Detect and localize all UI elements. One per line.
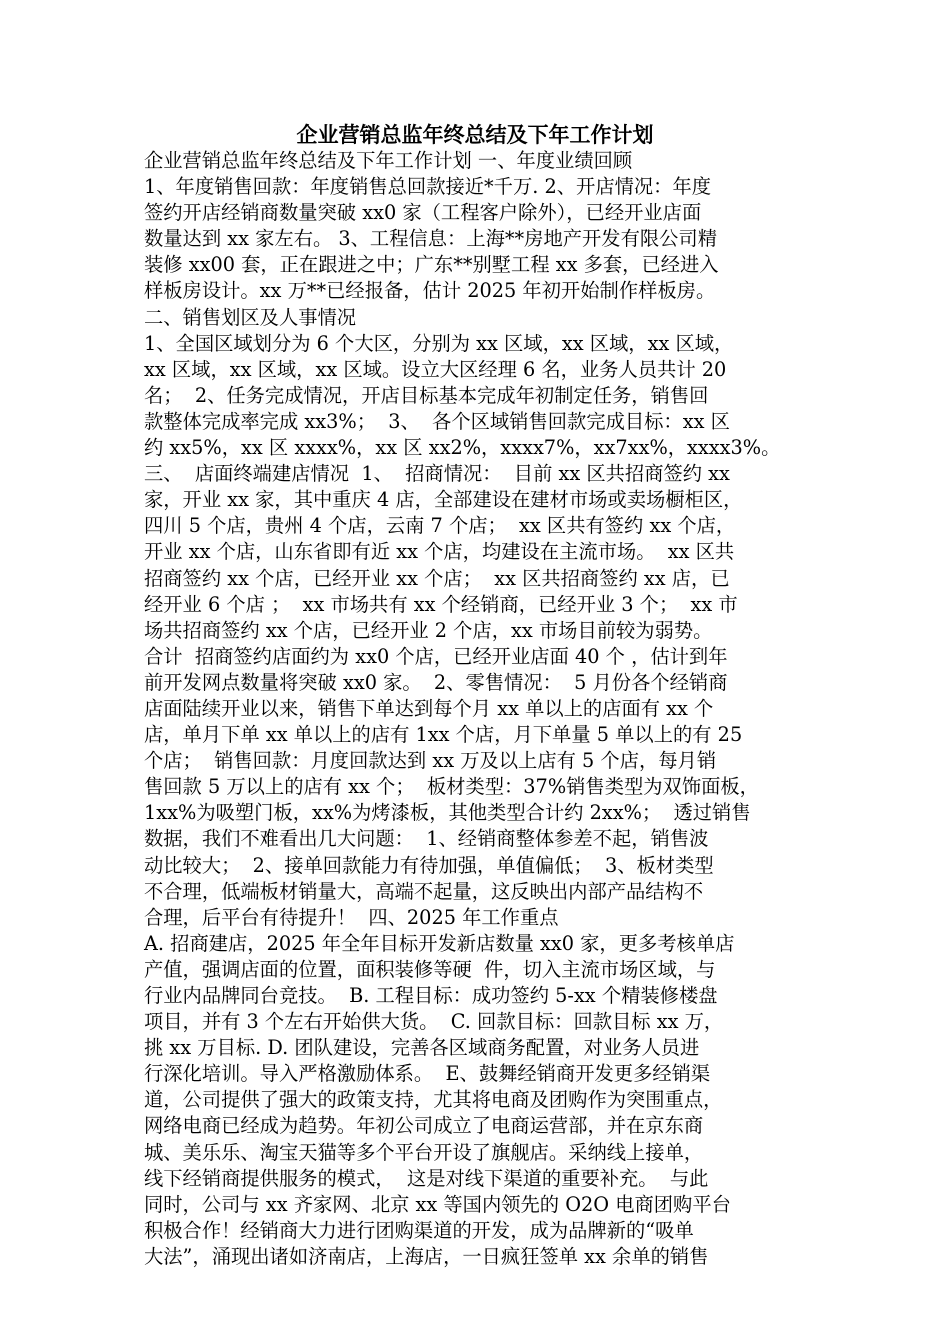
text-line: 场共招商签约 xx 个店，已经开业 2 个店，xx 市场目前较为弱势。	[144, 618, 713, 642]
text-line: 行业内品牌同台竞技。 B. 工程目标：成功签约 5-xx 个精装修楼盘	[144, 984, 718, 1007]
text-line: 售回款 5 万以上的店有 xx 个； 板材类型：37%销售类型为双饰面板，	[144, 775, 759, 799]
text-line: 合计 招商签约店面约为 xx0 个店，已经开业店面 40 个 ，估计到年	[144, 644, 728, 668]
text-line: 1xx%为吸塑门板，xx%为烤漆板，其他类型合计约 2xx%； 透过销售	[144, 801, 751, 825]
text-line: 三、 店面终端建店情况 1、 招商情况： 目前 xx 区共招商签约 xx	[144, 462, 730, 486]
text-line: 个店； 销售回款：月度回款达到 xx 万及以上店有 5 个店，每月销	[144, 749, 717, 773]
text-line: 店，单月下单 xx 单以上的店有 1xx 个店，月下单量 5 单以上的有 25	[144, 723, 743, 747]
text-line: 道，公司提供了强大的政策支持，尤其将电商及团购作为突围重点，	[144, 1088, 723, 1112]
text-line: 签约开店经销商数量突破 xx0 家（工程客户除外），已经开业店面	[144, 201, 702, 225]
text-line: 样板房设计。xx 万**已经报备，估计 2025 年初开始制作样板房。	[144, 279, 716, 303]
text-line: 积极合作！经销商大力进行团购渠道的开发，成为品牌新的“吸单	[144, 1218, 694, 1242]
text-line: 线下经销商提供服务的模式， 这是对线下渠道的重要补充。 与此	[144, 1166, 709, 1190]
text-line: 款整体完成率完成 xx3%； 3、 各个区域销售回款完成目标：xx 区	[144, 409, 730, 433]
text-line: 经开业 6 个店 ； xx 市场共有 xx 个经销商，已经开业 3 个； xx 市	[144, 592, 738, 616]
text-line: 招商签约 xx 个店，已经开业 xx 个店； xx 区共招商签约 xx 店，已	[144, 566, 730, 590]
text-line: 名； 2、任务完成情况，开店目标基本完成年初制定任务，销售回	[144, 383, 709, 407]
text-line: 产值，强调店面的位置，面积装修等硬 件，切入主流市场区域，与	[144, 957, 716, 981]
text-line: 数据，我们不难看出几大问题： 1、经销商整体参差不起，销售波	[144, 827, 709, 851]
text-line: 店面陆续开业以来，销售下单达到每个月 xx 单以上的店面有 xx 个	[144, 696, 714, 720]
text-line: 大法”，涌现出诸如济南店，上海店，一日疯狂签单 xx 余单的销售	[144, 1244, 709, 1268]
text-line: 企业营销总监年终总结及下年工作计划 一、年度业绩回顾	[144, 149, 633, 172]
text-line: 数量达到 xx 家左右。 3、工程信息：上海**房地产开发有限公司精	[144, 227, 717, 251]
text-line: 前开发网点数量将突破 xx0 家。 2、零售情况： 5 月份各个经销商	[144, 670, 728, 694]
text-line: A. 招商建店，2025 年全年目标开发新店数量 xx0 家，更多考核单店	[144, 931, 735, 955]
text-line: 装修 xx00 套，正在跟进之中；广东**别墅工程 xx 多套，已经进入	[144, 253, 719, 277]
text-line: 城、美乐乐、淘宝天猫等多个平台开设了旗舰店。采纳线上接单，	[144, 1140, 704, 1164]
text-line: 网络电商已经成为趋势。年初公司成立了电商运营部，并在京东商	[144, 1114, 704, 1138]
text-line: 挑 xx 万目标. D. 团队建设，完善各区域商务配置，对业务人员进	[144, 1036, 700, 1060]
text-line: 约 xx5%，xx 区 xxxx%，xx 区 xx2%，xxxx7%，xx7xx%，xxxx3%。	[144, 436, 781, 460]
text-line: 行深化培训。导入严格激励体系。 E、鼓舞经销商开发更多经销渠	[144, 1062, 711, 1086]
text-line: 不合理，低端板材销量大，高端不起量，这反映出内部产品结构不	[144, 879, 704, 903]
document-body	[144, 148, 812, 1270]
text-line: 1、年度销售回款：年度销售总回款接近*千万. 2、开店情况：年度	[144, 175, 712, 199]
document-title: 企业营销总监年终总结及下年工作计划	[296, 123, 654, 147]
text-line: 项目，并有 3 个左右开始供大货。 C. 回款目标：回款目标 xx 万，	[144, 1010, 724, 1034]
text-line: 动比较大； 2、接单回款能力有待加强，单值偏低； 3、板材类型	[144, 853, 714, 877]
text-line: 家，开业 xx 家，其中重庆 4 店，全部建设在建材市场或卖场橱柜区，	[144, 488, 743, 512]
text-line: 1、全国区域划分为 6 个大区，分别为 xx 区域，xx 区域，xx 区域，	[144, 331, 734, 355]
text-line: xx 区域，xx 区域，xx 区域。设立大区经理 6 名，业务人员共计 20	[144, 357, 727, 381]
text-line: 合理，后平台有待提升！ 四、2025 年工作重点	[144, 905, 559, 929]
text-line: 四川 5 个店，贵州 4 个店，云南 7 个店； xx 区共有签约 xx 个店，	[144, 514, 736, 538]
text-line: 开业 xx 个店，山东省即有近 xx 个店，均建设在主流市场。 xx 区共	[144, 540, 735, 564]
text-line: 二、销售划区及人事情况	[144, 305, 357, 329]
text-line: 同时，公司与 xx 齐家网、北京 xx 等国内领先的 O2O 电商团购平台	[144, 1192, 731, 1216]
